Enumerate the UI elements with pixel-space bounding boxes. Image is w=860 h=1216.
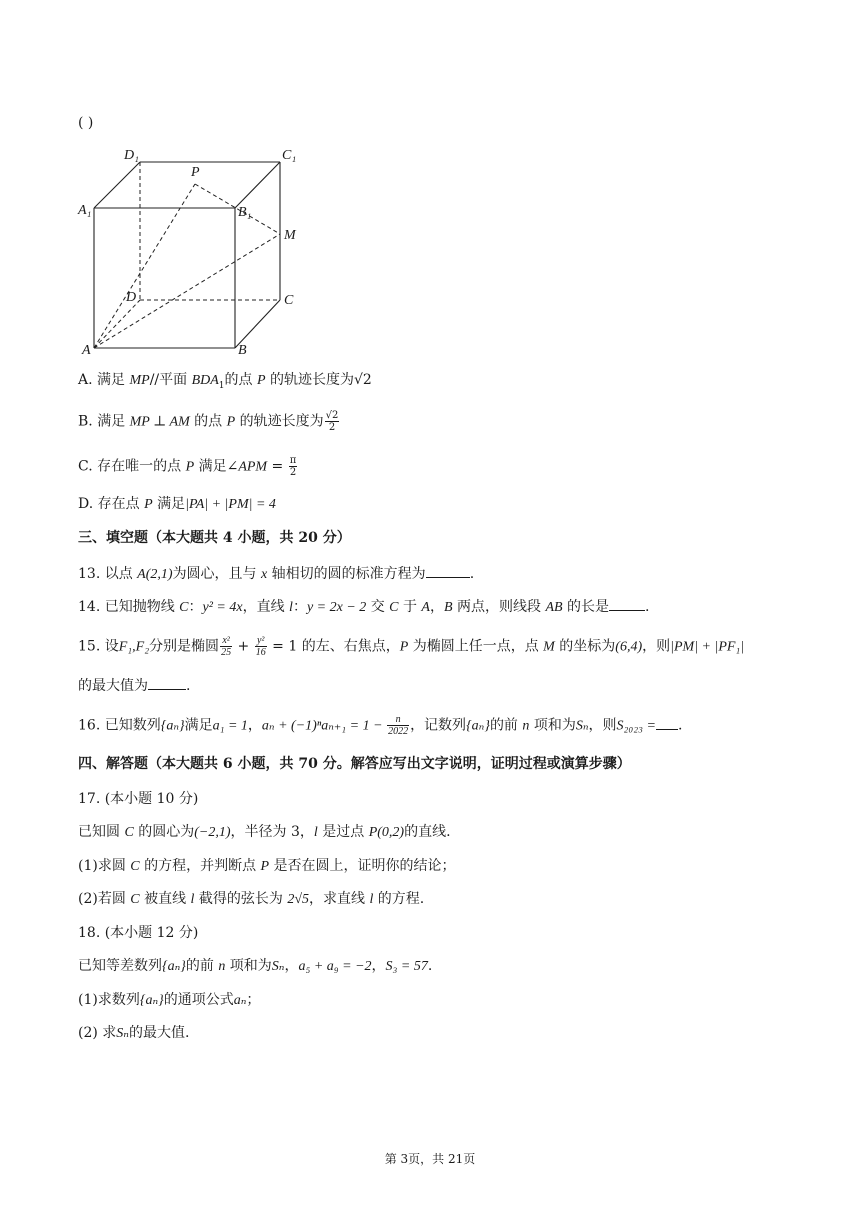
question-18-part2: (2) 求Sₙ的最大值.: [78, 1025, 190, 1041]
fraction: $\frac{\pi}{2}$: [289, 455, 297, 478]
fraction: $\frac{√2}{2}$: [325, 410, 339, 433]
label-b: B: [238, 343, 247, 358]
label-p: P: [191, 165, 200, 180]
fraction: $\frac{n}{2022}$: [388, 714, 409, 737]
question-17-heading: 17. (本小题 10 分): [78, 791, 199, 807]
question-18-heading: 18. (本小题 12 分): [78, 925, 199, 941]
question-15: 15. 设F₁,F₂分别是椭圆 $\frac{\text{x²}}{25}$ + $\frac{\text{y²}}{16}$ = 1 的左、右焦点，P 为椭圆上任一点，点 M 的坐标为(6,4)，则|PM| + |PF₁|: [78, 635, 745, 658]
label-c: C: [284, 293, 294, 308]
label-m: M: [284, 228, 296, 243]
label-c1: C₁: [282, 148, 297, 163]
option-d: D. 存在点 P 满足|PA| + |PM| = 4: [78, 496, 276, 512]
question-17-part2: (2)若圆 C 被直线 l 截得的弦长为 2√5，求直线 l 的方程.: [78, 891, 425, 907]
answer-blank: [656, 715, 678, 730]
answer-blank: [609, 596, 645, 611]
option-a: A. 满足 MP//平面 $BDA_1$的点 P 的轨迹长度为√2: [78, 372, 372, 391]
section-heading-fill-in: 三、填空题（本大题共 4 小题，共 20 分）: [78, 530, 351, 546]
question-18-part1: (1)求数列{aₙ}的通项公式aₙ；: [78, 992, 261, 1008]
label-b1: B₁: [238, 205, 252, 220]
question-18-stem: 已知等差数列{aₙ}的前 n 项和为Sₙ，a₅ + a₉ = −2，S₃ = 57.: [78, 958, 433, 974]
label-d1: D₁: [124, 148, 139, 163]
question-17-part1: (1)求圆 C 的方程，并判断点 P 是否在圆上，证明你的结论；: [78, 858, 456, 874]
question-13: 13. 以点 A(2,1)为圆心，且与 x 轴相切的圆的标准方程为 .: [78, 563, 474, 585]
answer-blank: [426, 563, 470, 578]
fraction: $\frac{\text{x²}}{25}$: [221, 635, 232, 658]
cube-figure: [72, 140, 312, 362]
option-b: B. 满足 MP ⊥ AM 的点 P 的轨迹长度为 $\frac{√2}{2}$: [78, 410, 339, 433]
label-d: D: [126, 290, 137, 305]
question-paren: ( ): [78, 115, 94, 131]
question-16: 16. 已知数列{aₙ}满足a₁ = 1，aₙ + (−1)ⁿaₙ₊₁ = 1 − $\frac{n}{2022}$ ，记数列{aₙ}的前 n 项和为Sₙ，则S₂₀₂₃ = .: [78, 714, 683, 737]
option-c: C. 存在唯一的点 P 满足∠APM = $\frac{\pi}{2}$: [78, 455, 297, 478]
label-a1: A₁: [78, 203, 92, 218]
question-14: 14. 已知抛物线 C：y² = 4x，直线 l：y = 2x − 2 交 C 于 A，B 两点，则线段 AB 的长是 .: [78, 596, 649, 618]
question-17-stem: 已知圆 C 的圆心为(−2,1)，半径为 3，l 是过点 P(0,2)的直线.: [78, 824, 451, 840]
section-heading-solutions: 四、解答题（本大题共 6 小题，共 70 分。解答应写出文字说明，证明过程或演算步骤）: [78, 756, 631, 772]
page-footer: 第 3页，共 21页: [384, 1152, 476, 1166]
fraction: $\frac{\text{y²}}{16}$: [255, 635, 266, 658]
label-a: A: [82, 343, 91, 358]
answer-blank: [148, 675, 186, 690]
question-15-line2: 的最大值为 .: [78, 675, 190, 696]
